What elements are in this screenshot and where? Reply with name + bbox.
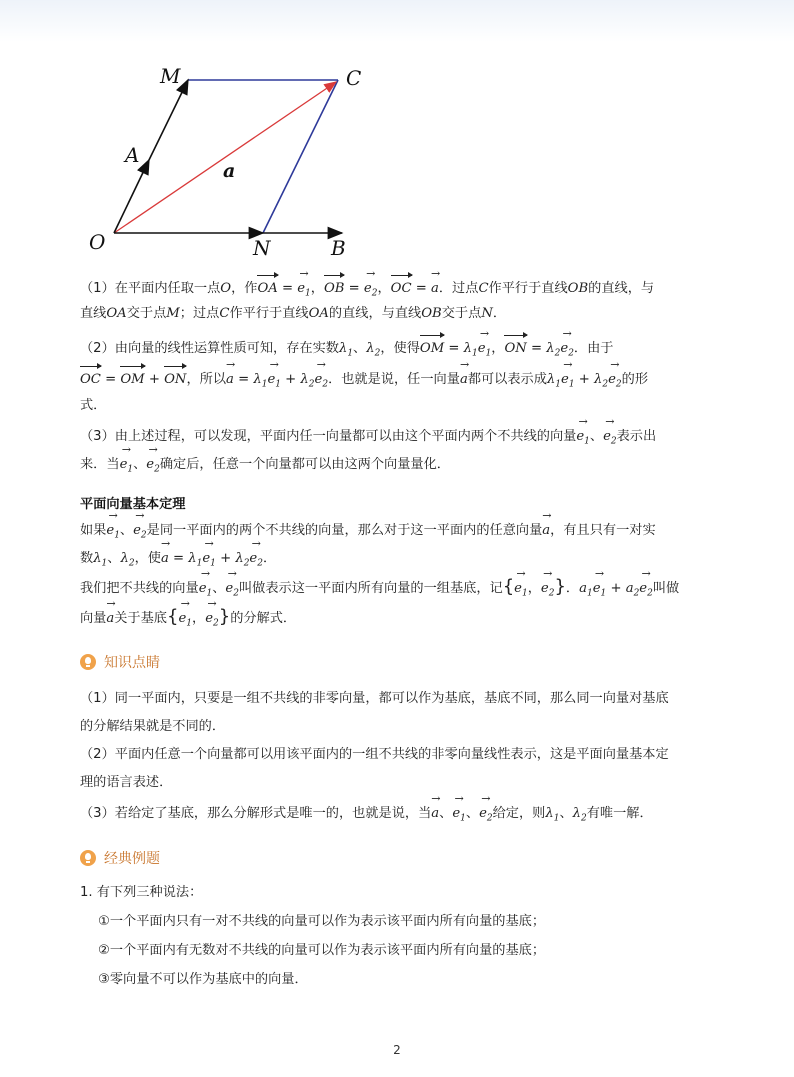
e-symbol: e (146, 457, 155, 472)
theorem-line-2 (80, 546, 720, 574)
subscript: 2 (213, 618, 219, 629)
subscript: 1 (206, 588, 213, 599)
vector-a: → a (226, 367, 234, 390)
vector-a: → a (542, 518, 550, 541)
lambda: λ (366, 341, 375, 356)
e-symbol: e (314, 372, 323, 387)
vector-e1 (478, 336, 492, 364)
e-symbol: e (479, 806, 487, 821)
equals: = (444, 341, 464, 356)
equals: = (411, 281, 431, 296)
page-number: 2 (393, 1043, 401, 1057)
lambda-1 (93, 551, 108, 569)
equals: = (233, 372, 254, 387)
subscript: 1 (553, 813, 560, 824)
comma: ， (491, 341, 505, 356)
theorem-text: ，有且只有一对实 (550, 523, 656, 538)
theorem-text: 数 (80, 551, 94, 566)
vector-OM (149, 80, 188, 160)
subscript: 1 (586, 588, 593, 599)
vector-e1 (178, 606, 192, 634)
option-3: ③零向量不可以作为基底中的向量． (98, 972, 308, 987)
lightbulb-icon (80, 654, 96, 670)
label-A: A (125, 143, 140, 167)
sep: 、 (589, 429, 604, 444)
vector-e1 (267, 367, 281, 395)
a-symbol: a (579, 581, 587, 596)
e-symbol: e (119, 457, 128, 472)
subscript: 2 (257, 558, 263, 569)
sep: 、 (353, 341, 367, 356)
subscript: 2 (615, 379, 622, 390)
vector-OC (114, 82, 336, 233)
tips-line-1: （1）同一平面内，只要是一组不共线的非零向量，都可以作为基底，基底不同，那么同一向量对基底 (80, 691, 669, 706)
p1-text: 作平行于直线 (229, 306, 309, 321)
p1-text: 的直线，与直线 (328, 306, 422, 321)
question-1: 1. 有下列三种说法： (80, 885, 203, 900)
vector-e2 (479, 801, 493, 829)
subscript: 1 (261, 379, 268, 390)
p2-line-3 (80, 396, 720, 416)
p2-text: 式． (80, 398, 107, 413)
brace-right: } (554, 576, 566, 597)
vector-e2 (146, 452, 160, 480)
p2-text: ，使得 (380, 341, 420, 356)
subscript: 2 (374, 348, 381, 359)
subscript: 1 (555, 379, 562, 390)
e-symbol: e (514, 581, 522, 596)
p1-line-2 (80, 304, 720, 324)
e-symbol: e (267, 372, 276, 387)
e-symbol: e (106, 523, 115, 538)
vector-e2 (205, 606, 219, 634)
vector-e2 (133, 518, 147, 546)
label-C: C (346, 66, 362, 90)
vector-a: → a (431, 276, 439, 299)
subscript: 2 (154, 464, 160, 475)
subscript: 1 (568, 379, 575, 390)
lambda: λ (546, 372, 556, 387)
plus: + (215, 551, 236, 566)
theorem-line-4 (80, 606, 720, 634)
lambda-2 (300, 372, 315, 390)
subscript: 1 (600, 588, 607, 599)
vector-a: → a (431, 801, 439, 824)
p2-text: ，所以 (186, 372, 227, 387)
vector-ON-text: ON (164, 367, 186, 390)
subscript: 2 (233, 588, 239, 599)
e-symbol: e (198, 581, 207, 596)
line-OA: OA (106, 306, 127, 321)
e-symbol: e (205, 611, 213, 626)
subscript: 1 (210, 558, 216, 569)
subscript: 2 (308, 379, 315, 390)
tips-text: 给定，则 (492, 806, 546, 821)
lambda-1 (463, 341, 478, 359)
sep: 、 (439, 806, 453, 821)
p1-text: ．过点 (438, 281, 479, 296)
lambda: λ (235, 551, 244, 566)
p1-text: 交于点 (126, 306, 167, 321)
line-OA: OA (308, 306, 329, 321)
vector-e1 (576, 424, 590, 452)
vector-e2 (249, 546, 263, 574)
vector-e1 (561, 367, 575, 395)
p3-text: 确定后，任意一个向量都可以由这两个向量量化． (159, 457, 450, 472)
subscript: 2 (322, 379, 329, 390)
sep: 、 (133, 457, 147, 472)
subscript: 1 (101, 558, 108, 569)
point-M: M (166, 306, 180, 321)
vector-e1 (514, 576, 528, 604)
label-N: N (253, 236, 271, 260)
option-2: ②一个平面内有无数对不共线的向量可以作为表示该平面内所有向量的基底； (98, 943, 546, 958)
examples-badge-label: 经典例题 (104, 851, 160, 867)
tips-badge-label: 知识点睛 (104, 655, 160, 671)
tips-text: 有唯一解． (586, 806, 653, 821)
p1-text: ，作 (231, 281, 258, 296)
subscript: 2 (548, 588, 555, 599)
label-a: a (223, 160, 236, 182)
lambda-1 (546, 372, 562, 390)
lambda: λ (93, 551, 102, 566)
e-symbol: e (540, 581, 549, 596)
e-symbol: e (608, 372, 616, 387)
subscript: 2 (633, 588, 640, 599)
sep: 、 (212, 581, 226, 596)
e-symbol: e (592, 581, 601, 596)
period: ． (262, 551, 277, 566)
vector-e1 (120, 452, 134, 480)
equals: = (277, 281, 298, 296)
equals: = (526, 341, 547, 356)
tips-line-3: （2）平面内任意一个向量都可以用该平面内的一组不共线的非零向量线性表示，这是平面向量基本定 (80, 747, 669, 762)
subscript: 2 (602, 379, 609, 390)
theorem-line-1 (80, 518, 720, 546)
lambda-1 (545, 806, 560, 824)
vector-e1 (106, 518, 120, 546)
p1-text: 的直线，与 (588, 281, 655, 296)
vector-e1 (593, 576, 607, 604)
subscript: 1 (186, 618, 192, 629)
lambda: λ (188, 551, 197, 566)
theorem-text: 关于基底 (114, 611, 167, 626)
subscript: 1 (584, 436, 590, 447)
a-symbol: a (625, 581, 634, 596)
subscript: 2 (554, 348, 561, 359)
subscript: 1 (305, 288, 311, 299)
vector-e2 (603, 424, 617, 452)
sep: 、 (107, 551, 121, 566)
lambda: λ (253, 372, 262, 387)
plus: + (574, 372, 595, 387)
theorem-text: 向量 (80, 611, 107, 626)
vector-ON-text: ON (504, 336, 526, 359)
theorem-text: ，使 (134, 551, 161, 566)
subscript: 2 (371, 288, 378, 299)
e-symbol: e (363, 281, 372, 296)
lambda: λ (546, 341, 555, 356)
p2-line-1 (80, 336, 720, 364)
vector-a: → a (460, 367, 468, 390)
vector-e2 (639, 576, 653, 604)
theorem-text: 我们把不共线的向量 (80, 581, 199, 596)
e-symbol: e (225, 581, 234, 596)
coef-a2 (625, 581, 640, 599)
e-symbol: e (560, 341, 569, 356)
subscript: 2 (128, 558, 135, 569)
p3-text: 表示出 (616, 429, 657, 444)
e-symbol: e (202, 551, 211, 566)
subscript: 1 (521, 588, 528, 599)
vector-e2 (608, 367, 622, 395)
p1-text: 作平行于直线 (488, 281, 568, 296)
subscript: 1 (275, 379, 281, 390)
p2-text: ．由于 (573, 341, 614, 356)
p1-text: 直线 (80, 306, 107, 321)
comma: ， (377, 281, 391, 296)
equals: = (344, 281, 364, 296)
subscript: 2 (610, 436, 617, 447)
point-C: C (478, 281, 489, 296)
lightbulb-icon (80, 850, 96, 866)
parallelogram-diagram (80, 56, 370, 268)
lambda-2 (546, 341, 561, 359)
vector-OC-text: OC (391, 276, 412, 299)
p1-text: 交于点 (441, 306, 482, 321)
theorem-line-3 (80, 576, 720, 604)
comma: ， (192, 611, 206, 626)
subscript: 1 (472, 348, 478, 359)
subscript: 1 (196, 558, 203, 569)
lambda-1 (188, 551, 203, 569)
theorem-text: 叫做 (652, 581, 680, 596)
p2-line-2 (80, 367, 720, 395)
vector-OM-text: OM (420, 336, 444, 359)
vector-e1 (452, 801, 466, 829)
p2-text: （2）由向量的线性运算性质可知，存在实数 (80, 341, 339, 356)
p2-text: 的形 (621, 372, 649, 387)
equals: = (168, 551, 189, 566)
lambda: λ (300, 372, 309, 387)
e-symbol: e (452, 806, 461, 821)
vector-e2 (364, 276, 378, 304)
subscript: 1 (485, 348, 492, 359)
lambda-2 (594, 372, 609, 390)
subscript: 2 (486, 813, 493, 824)
lambda: λ (338, 341, 348, 356)
examples-badge (80, 848, 160, 868)
e-symbol: e (178, 611, 187, 626)
p1-text: （1）在平面内任取一点 (80, 281, 221, 296)
tips-text: （3）若给定了基底，那么分解形式是唯一的，也就是说，当 (80, 806, 432, 821)
p2-text: ．也就是说，任一向量 (328, 372, 460, 387)
subscript: 2 (647, 588, 653, 599)
vector-a: → a (106, 606, 114, 629)
lambda: λ (545, 806, 554, 821)
e-symbol: e (133, 523, 141, 538)
label-B: B (331, 236, 346, 260)
plus: + (280, 372, 301, 387)
vector-OB-text: OB (324, 276, 345, 299)
subscript: 2 (140, 530, 147, 541)
label-M: M (160, 64, 181, 88)
p1-line-1 (80, 276, 720, 304)
coef-a1 (579, 581, 593, 599)
vector-e1 (297, 276, 311, 304)
lambda: λ (463, 341, 473, 356)
vector-OC-text: OC (80, 367, 101, 390)
subscript: 1 (114, 530, 120, 541)
equals: = (100, 372, 121, 387)
comma: ， (527, 581, 541, 596)
lambda-2 (572, 806, 587, 824)
comma: ， (310, 281, 324, 296)
vector-e2 (541, 576, 555, 604)
lambda-2 (366, 341, 381, 359)
subscript: 2 (243, 558, 250, 569)
e-symbol: e (603, 429, 611, 444)
lambda-2 (120, 551, 135, 569)
p3-line-1 (80, 424, 720, 452)
parallelogram-figure (80, 56, 370, 268)
tips-line-2: 的分解结果就是不同的． (80, 719, 226, 734)
theorem-text: 的分解式． (230, 611, 297, 626)
e-symbol: e (576, 429, 585, 444)
point-N: N (481, 306, 493, 321)
point-O: O (220, 281, 232, 296)
tips-line-5 (80, 801, 720, 829)
subscript: 1 (347, 348, 354, 359)
lambda-2 (235, 551, 250, 569)
vector-e2 (315, 367, 329, 395)
tips-line-4: 理的语言表述． (80, 775, 173, 790)
p3-text: 来．当 (80, 457, 120, 472)
subscript: 1 (127, 464, 134, 475)
lambda: λ (594, 372, 603, 387)
brace-left: { (167, 606, 179, 627)
lambda-1 (253, 372, 268, 390)
theorem-text: 是同一平面内的两个不共线的向量，那么对于这一平面内的任意向量 (146, 523, 543, 538)
e-symbol: e (297, 281, 306, 296)
theorem-text: 如果 (80, 523, 107, 538)
side-NC (263, 80, 338, 233)
p2-text: 都可以表示成 (467, 372, 547, 387)
theorem-heading: 平面向量基本定理 (80, 497, 186, 512)
brace-left: { (502, 576, 515, 597)
label-O: O (89, 230, 106, 254)
subscript: 2 (568, 348, 574, 359)
vector-OA (114, 160, 149, 233)
theorem-text: 叫做表示这一平面内所有向量的一组基底，记 (238, 581, 503, 596)
e-symbol: e (561, 372, 569, 387)
point-C: C (219, 306, 230, 321)
sep: 、 (559, 806, 573, 821)
e-symbol: e (639, 581, 648, 596)
p1-text: ． (492, 306, 507, 321)
vector-e2 (225, 576, 239, 604)
p1-text: ；过点 (179, 306, 220, 321)
line-OB: OB (421, 306, 442, 321)
brace-right: } (218, 606, 231, 627)
page-top-band (0, 0, 794, 42)
lambda: λ (120, 551, 129, 566)
plus: + (606, 581, 626, 596)
sep: 、 (465, 806, 480, 821)
subscript: 1 (460, 813, 466, 824)
theorem-text: ． (565, 581, 580, 596)
sep: 、 (119, 523, 134, 538)
p3-text: （3）由上述过程，可以发现，平面内任一向量都可以由这个平面内两个不共线的向量 (80, 429, 577, 444)
vector-OA-text: OA (257, 276, 277, 299)
vector-OM-text: OM (120, 367, 144, 390)
line-OB: OB (567, 281, 589, 296)
lambda: λ (572, 806, 581, 821)
e-symbol: e (249, 551, 258, 566)
e-symbol: e (477, 341, 486, 356)
plus: + (144, 372, 165, 387)
lambda-1 (338, 341, 354, 359)
p3-line-2 (80, 452, 720, 480)
tips-badge (80, 652, 160, 672)
vector-a: → a (161, 546, 169, 569)
option-1: ①一个平面内只有一对不共线的向量可以作为表示该平面内所有向量的基底； (98, 914, 546, 929)
subscript: 2 (581, 813, 587, 824)
